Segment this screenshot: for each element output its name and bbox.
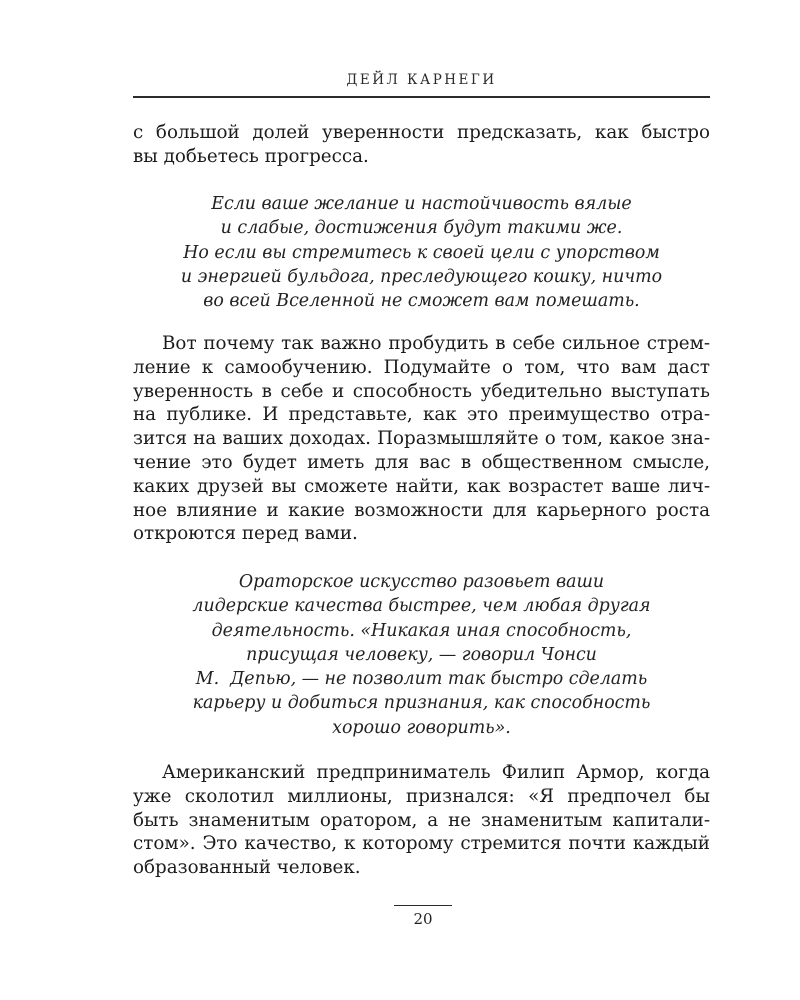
quote-line: деятельность. «Никакая иная способность, bbox=[211, 620, 632, 641]
quote-line: Ораторское искусство разовьет ваши bbox=[238, 572, 605, 592]
text-line: уже сколотил миллионы, признался: «Я предпочел бы bbox=[133, 785, 710, 807]
paragraph-continued bbox=[133, 121, 710, 169]
page-number: 20 bbox=[413, 910, 433, 928]
quote-line: и энергией бульдога, преследующего кошку, ничто bbox=[180, 266, 663, 287]
quote-line: Если ваше желание и настойчивость вялые bbox=[211, 194, 632, 214]
block-quote-1 bbox=[133, 192, 710, 313]
text-line: откроются перед вами. bbox=[133, 523, 358, 545]
text-line: чение это будет иметь для вас в общественном смысле, bbox=[133, 451, 710, 473]
text-line: с большой долей уверенности предсказать, как быстро bbox=[133, 122, 710, 143]
block-quote-2 bbox=[133, 570, 710, 740]
text-line: ное влияние и какие возможности для карьерного роста bbox=[133, 499, 710, 521]
quote-line: и слабые, достижения будут такими же. bbox=[220, 218, 623, 239]
quote-line: лидерские качества быстрее, чем любая другая bbox=[192, 596, 651, 617]
quote-line: присущая человеку, — говорил Чонси bbox=[246, 644, 597, 665]
text-line: вы добьетесь прогресса. bbox=[133, 145, 369, 167]
quote-line: хорошо говорить». bbox=[332, 717, 511, 738]
text-line: зится на ваших доходах. Поразмышляйте о том, какое зна- bbox=[133, 428, 710, 450]
quote-line: Но если вы стремитесь к своей цели с упорством bbox=[183, 242, 660, 263]
quote-line: М. Депью, — не позволит так быстро сделать bbox=[195, 669, 648, 690]
text-line: стом». Это качество, к которому стремится почти каждый bbox=[133, 833, 710, 855]
text-line: быть знаменитым оратором, а не знаменитым капитали- bbox=[133, 809, 710, 831]
running-head: ДЕЙЛ КАРНЕГИ bbox=[346, 72, 497, 88]
header-rule bbox=[133, 96, 710, 98]
text-line: Вот почему так важно пробудить в себе сильное стрем- bbox=[162, 333, 710, 354]
quote-line: карьеру и добиться признания, как способность bbox=[192, 693, 651, 714]
text-line: каких друзей вы сможете найти, как возрастет ваше лич- bbox=[133, 475, 710, 497]
text-line: ление к самообучению. Подумайте о том, что вам даст bbox=[133, 356, 710, 378]
folio-rule bbox=[394, 905, 452, 906]
quote-line: во всей Вселенной не сможет вам помешать. bbox=[203, 291, 640, 312]
text-line: образованный человек. bbox=[133, 857, 361, 879]
text-line: Американский предприниматель Филип Армор, когда bbox=[162, 762, 710, 783]
paragraph-1 bbox=[133, 332, 710, 546]
paragraph-2 bbox=[133, 761, 710, 880]
text-line: уверенность в себе и способность убедительно выступать bbox=[133, 380, 710, 402]
text-line: на публике. И представьте, как это преимущество отра- bbox=[133, 404, 710, 426]
